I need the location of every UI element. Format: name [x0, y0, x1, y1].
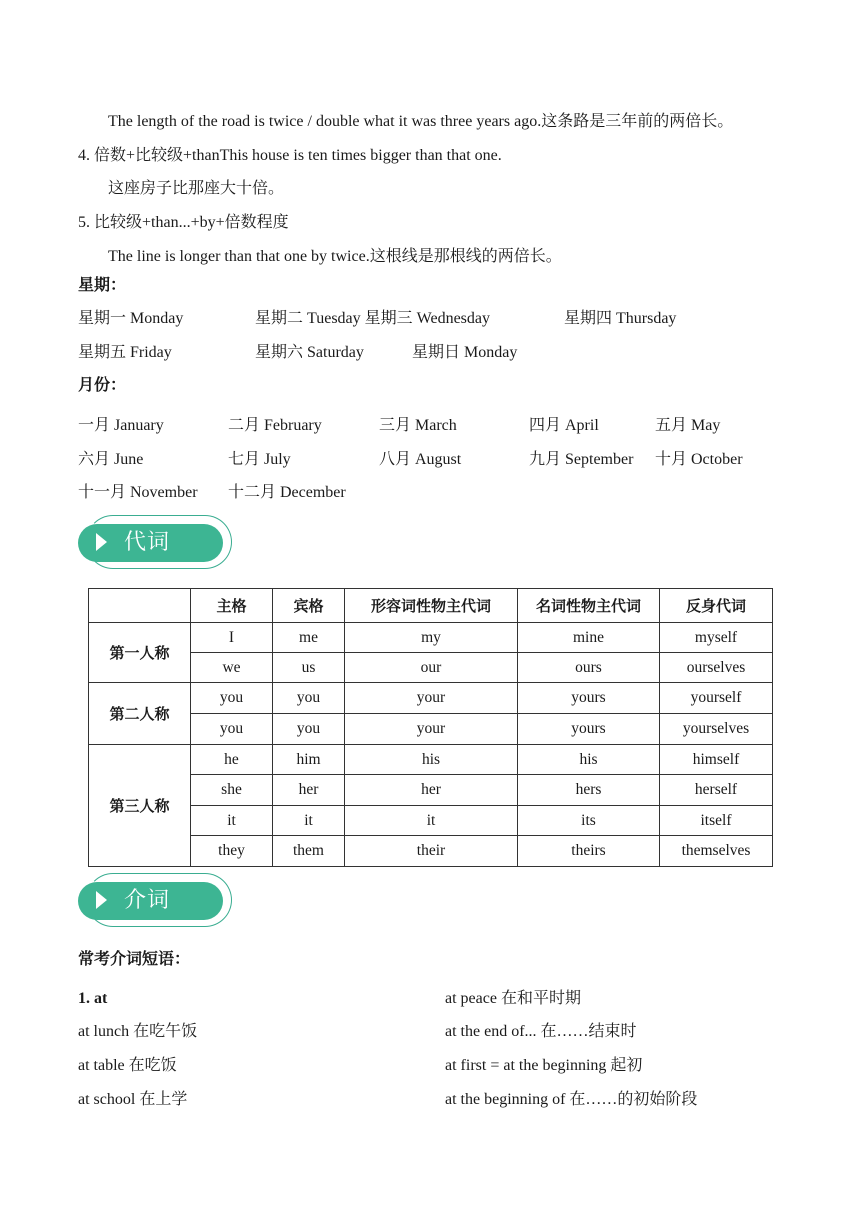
table-cell: I [191, 623, 273, 653]
preposition-phrase: at first = at the beginning 起初 [445, 1057, 643, 1074]
weekday-item: 星期五 Friday [78, 344, 172, 361]
table-cell: her [345, 775, 518, 806]
month-item: 三月 March [379, 417, 457, 434]
person-label: 第三人称 [89, 745, 191, 867]
section-banner-preposition [78, 876, 236, 926]
section-title: 代词 [124, 530, 171, 555]
table-cell: they [191, 836, 273, 867]
table-row [89, 683, 773, 714]
month-item: 十月 October [655, 451, 743, 468]
table-row [89, 623, 773, 653]
table-cell: yourself [660, 683, 773, 714]
play-triangle-icon [96, 533, 107, 551]
text-line: The length of the road is twice / double what it was three years ago.这条路是三年前的两倍长。 [108, 113, 734, 130]
month-item: 九月 September [529, 451, 634, 468]
table-cell: our [345, 653, 518, 683]
month-item: 五月 May [655, 417, 721, 434]
month-item: 一月 January [78, 417, 164, 434]
table-cell: me [273, 623, 345, 653]
table-cell: your [345, 714, 518, 745]
table-cell: her [273, 775, 345, 806]
play-triangle-icon [96, 891, 107, 909]
table-row [89, 775, 773, 806]
table-cell: theirs [518, 836, 660, 867]
weekday-item: 星期四 Thursday [564, 310, 677, 327]
header-cell: 宾格 [273, 589, 345, 623]
month-item: 六月 June [78, 451, 144, 468]
table-cell: yours [518, 683, 660, 714]
weekday-item: 星期日 Monday [412, 344, 518, 361]
table-cell: my [345, 623, 518, 653]
table-cell: his [345, 745, 518, 775]
weekdays-heading: 星期： [78, 277, 127, 294]
table-cell: herself [660, 775, 773, 806]
table-cell: it [191, 806, 273, 836]
header-cell [89, 589, 191, 623]
month-item: 八月 August [379, 451, 462, 468]
section-title: 介词 [124, 888, 171, 913]
table-cell: him [273, 745, 345, 775]
table-row [89, 653, 773, 683]
table-cell: hers [518, 775, 660, 806]
table-cell: you [191, 683, 273, 714]
table-cell: you [191, 714, 273, 745]
preposition-phrase: at table 在吃饭 [78, 1057, 177, 1074]
months-heading: 月份： [78, 377, 127, 394]
table-cell: you [273, 683, 345, 714]
table-cell: ourselves [660, 653, 773, 683]
preposition-phrase: at the end of... 在……结束时 [445, 1023, 637, 1040]
prepositions-heading: 常考介词短语： [78, 951, 191, 968]
table-cell: us [273, 653, 345, 683]
numbered-item-5: 5. 比较级+than...+by+倍数程度 [78, 214, 289, 231]
weekday-item: 星期二 Tuesday 星期三 Wednesday [255, 310, 490, 327]
table-cell: he [191, 745, 273, 775]
header-cell: 名词性物主代词 [518, 589, 660, 623]
header-cell: 形容词性物主代词 [345, 589, 518, 623]
month-item: 七月 July [228, 451, 291, 468]
month-item: 二月 February [228, 417, 322, 434]
table-cell: you [273, 714, 345, 745]
preposition-phrase: at school 在上学 [78, 1091, 188, 1108]
table-cell: your [345, 683, 518, 714]
table-header-row [89, 589, 773, 623]
month-item: 四月 April [529, 417, 599, 434]
weekday-item: 星期六 Saturday [255, 344, 364, 361]
text-line: The line is longer than that one by twice.这根线是那根线的两倍长。 [108, 248, 562, 265]
table-cell: ours [518, 653, 660, 683]
table-cell: them [273, 836, 345, 867]
person-label: 第二人称 [89, 683, 191, 745]
table-cell: its [518, 806, 660, 836]
table-cell: it [345, 806, 518, 836]
table-cell: himself [660, 745, 773, 775]
table-cell: we [191, 653, 273, 683]
table-cell: mine [518, 623, 660, 653]
numbered-item-4: 4. 倍数+比较级+thanThis house is ten times bigger than that one. [78, 147, 502, 164]
month-item: 十一月 November [78, 484, 198, 501]
table-cell: his [518, 745, 660, 775]
table-row [89, 714, 773, 745]
month-item: 十二月 December [228, 484, 346, 501]
preposition-phrase: at the beginning of 在……的初始阶段 [445, 1091, 698, 1108]
header-cell: 主格 [191, 589, 273, 623]
preposition-group-title: 1. at [78, 990, 108, 1007]
person-label: 第一人称 [89, 623, 191, 683]
preposition-phrase: at peace 在和平时期 [445, 990, 581, 1007]
table-cell: yours [518, 714, 660, 745]
table-cell: it [273, 806, 345, 836]
table-cell: she [191, 775, 273, 806]
weekday-item: 星期一 Monday [78, 310, 184, 327]
preposition-phrase: at lunch 在吃午饭 [78, 1023, 198, 1040]
table-cell: yourselves [660, 714, 773, 745]
header-cell: 反身代词 [660, 589, 773, 623]
table-cell: itself [660, 806, 773, 836]
table-row [89, 745, 773, 775]
pronoun-table [88, 588, 773, 867]
table-row [89, 836, 773, 867]
table-cell: myself [660, 623, 773, 653]
table-cell: their [345, 836, 518, 867]
table-cell: themselves [660, 836, 773, 867]
table-row [89, 806, 773, 836]
text-line: 这座房子比那座大十倍。 [108, 180, 285, 197]
section-banner-pronoun [78, 518, 236, 568]
